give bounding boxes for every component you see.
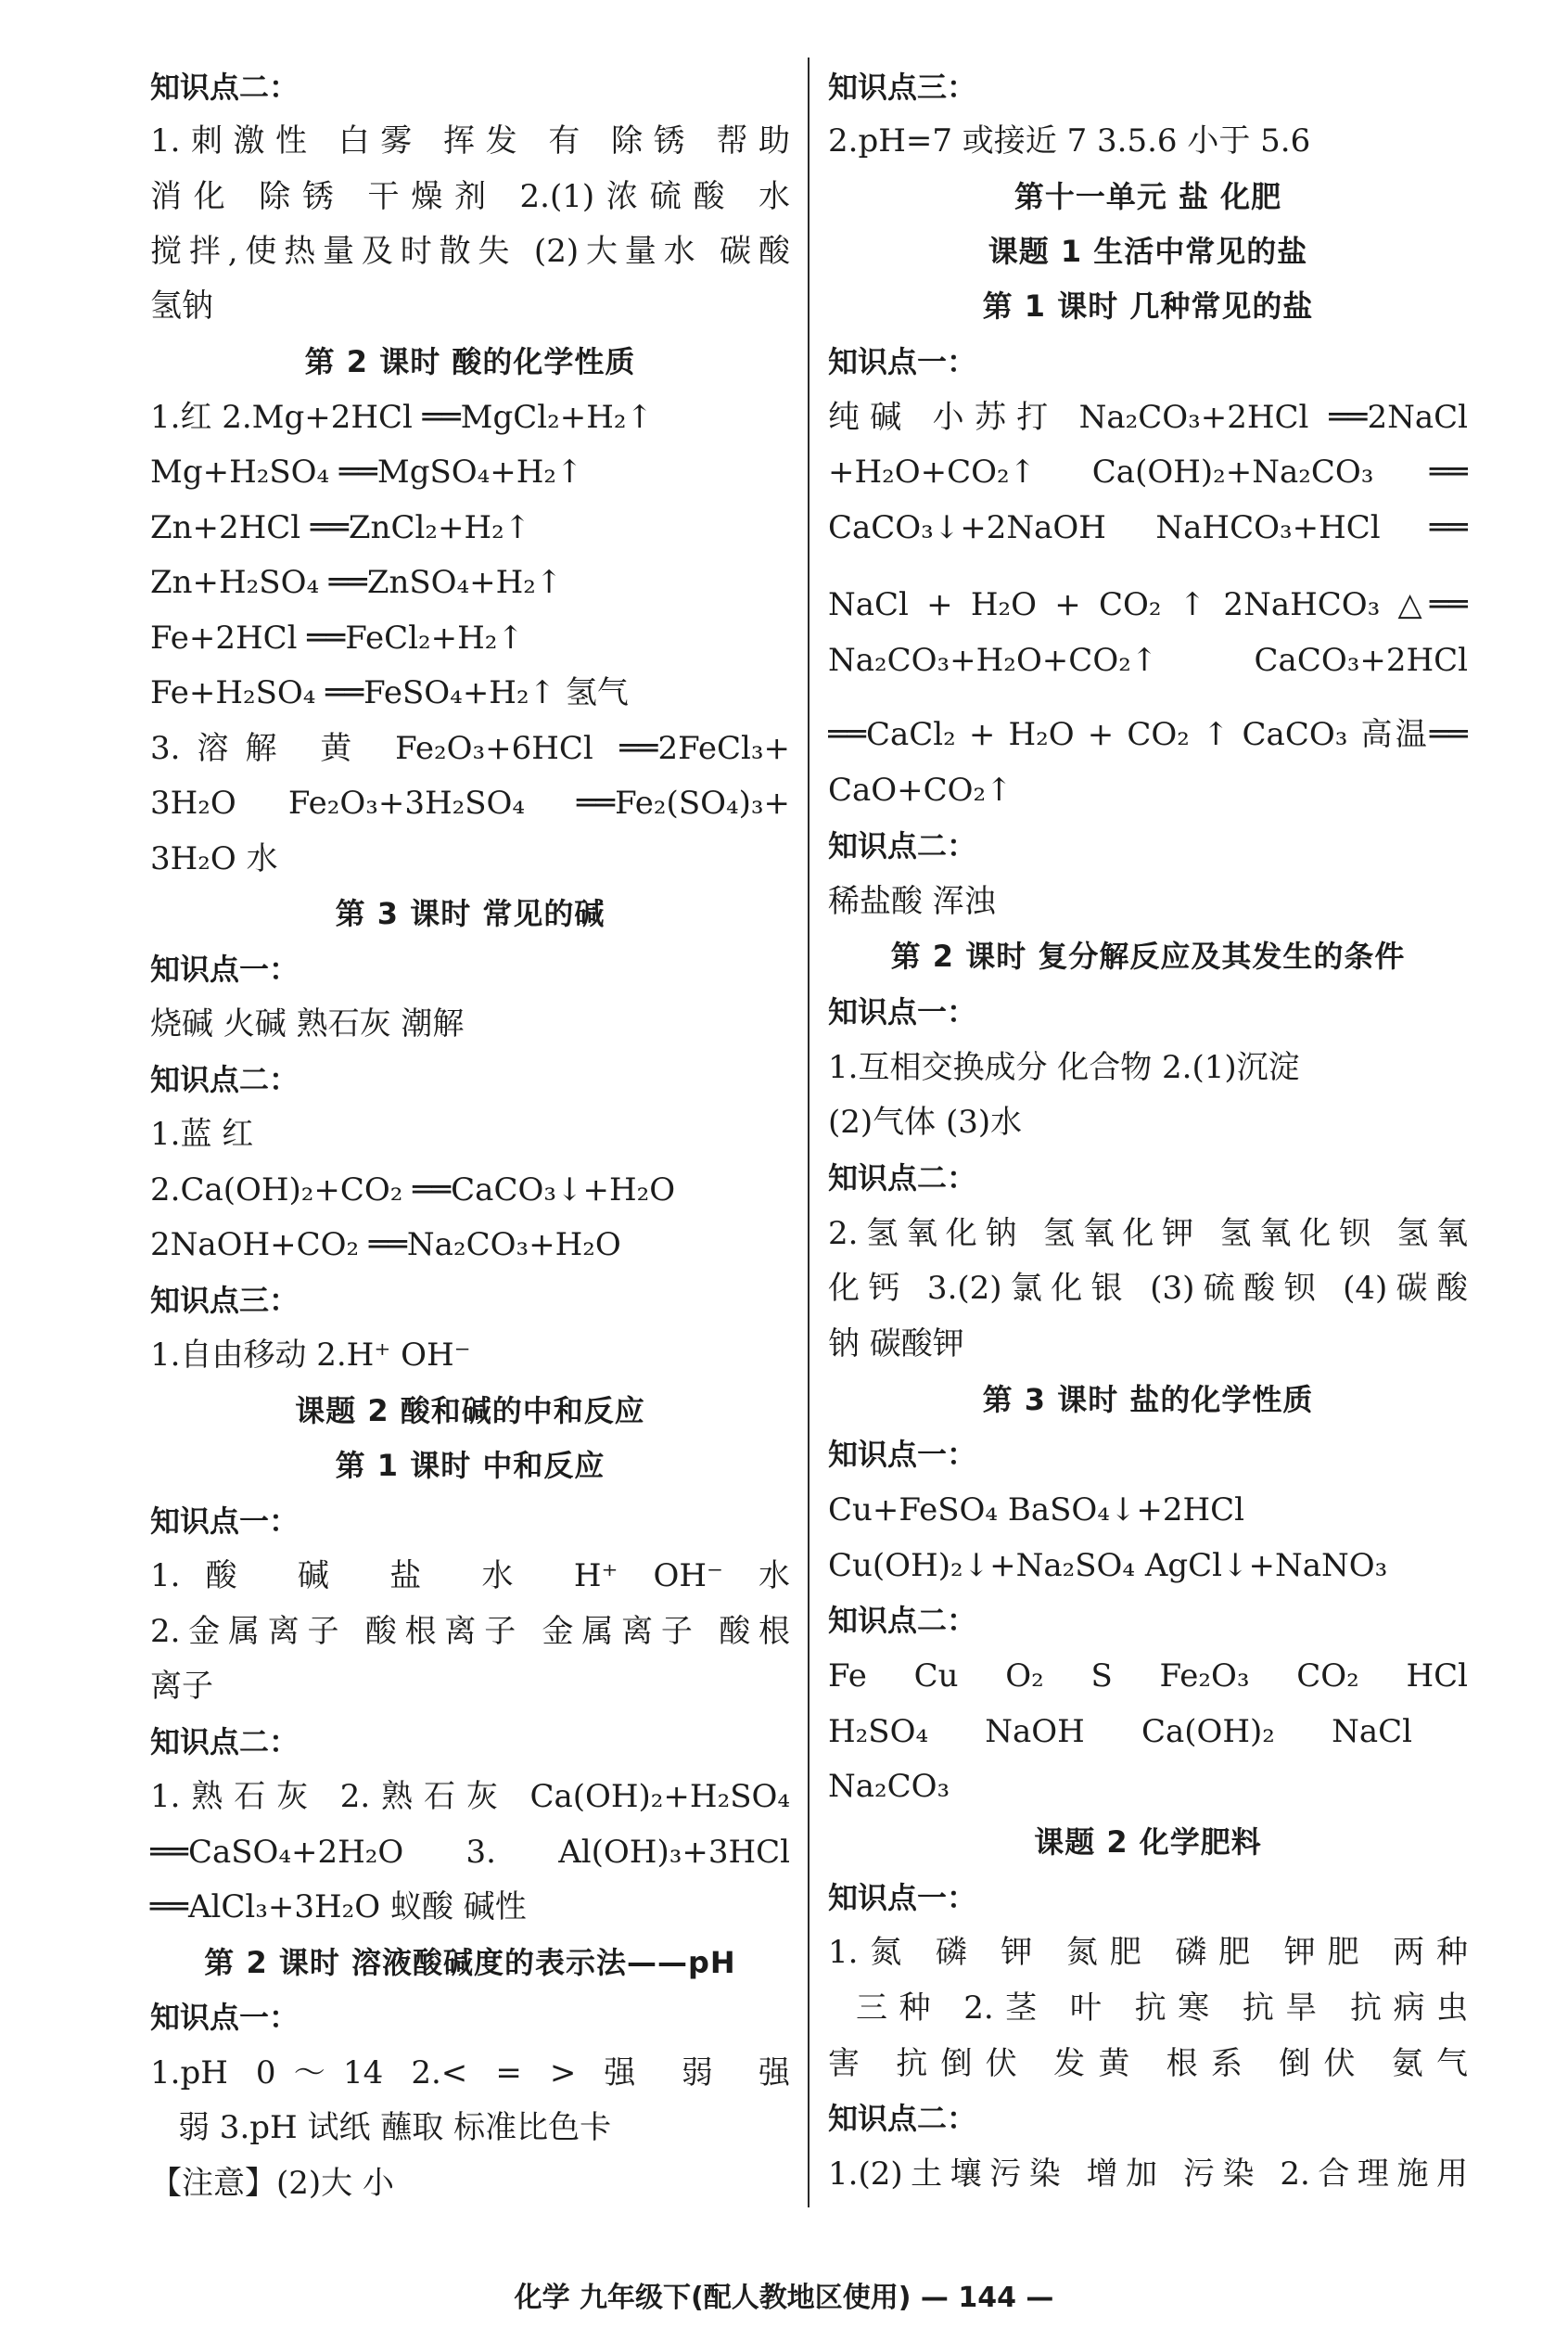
equation-line: Fe+2HCl ══FeCl₂+H₂↑ [150,620,524,657]
text-line: 稀盐酸 浑浊 [828,883,996,920]
text-line: 1.(2)土壤污染 增加 污染 2.合理施用 [828,2155,1468,2193]
lesson-title: 第 2 课时 溶液酸碱度的表示法——pH [204,1945,736,1980]
text-line: 三种 2.茎 叶 抗寒 抗旱 抗病虫 [856,1989,1468,2027]
section-heading: 知识点一： [150,952,300,987]
section-heading: 知识点三： [150,1283,300,1318]
text-line: H₂SO₄ NaOH Ca(OH)₂ NaCl [828,1713,1412,1750]
text-line: 化钙 3.(2)氯化银 (3)硫酸钡 (4)碳酸 [828,1270,1468,1307]
text-line: Na₂CO₃ [828,1768,950,1805]
equation-line: 1.熟石灰 2.熟石灰 Ca(OH)₂+H₂SO₄ [150,1778,790,1815]
section-heading: 知识点二： [828,1603,977,1638]
equation-line: ══CaSO₄+2H₂O 3. Al(OH)₃+3HCl [150,1834,790,1871]
topic-title: 课题 1 生活中常见的盐 [988,234,1308,269]
text-line: 1.氮 磷 钾 氮肥 磷肥 钾肥 两种 [828,1934,1468,1971]
equation-line: NaCl + H₂O + CO₂ ↑ 2NaHCO₃ △══ [828,586,1468,623]
section-heading: 知识点二： [828,828,977,863]
text-line: 2.pH=7 或接近 7 3.5.6 小于 5.6 [828,122,1311,160]
equation-line: 3.溶解 黄 Fe₂O₃+6HCl ══2FeCl₃+ [150,730,790,767]
topic-title: 课题 2 化学肥料 [1034,1824,1262,1860]
equation-line: 3H₂O Fe₂O₃+3H₂SO₄ ══Fe₂(SO₄)₃+ [150,785,790,822]
section-heading: 知识点二： [150,1062,300,1097]
section-heading: 知识点一： [828,344,977,379]
equation-line: 2.Ca(OH)₂+CO₂ ══CaCO₃↓+H₂O [150,1171,676,1209]
text-line: 1.自由移动 2.H⁺ OH⁻ [150,1337,471,1374]
text-line: 1.互相交换成分 化合物 2.(1)沉淀 [828,1049,1300,1086]
text-line: 1.刺激性 白雾 挥发 有 除锈 帮助 [150,122,790,160]
equation-line: CaO+CO₂↑ [828,772,1013,809]
equation-line: 1.红 2.Mg+2HCl ══MgCl₂+H₂↑ [150,399,654,436]
text-line: 害 抗倒伏 发黄 根系 倒伏 氨气 [828,2045,1468,2082]
note-line: 【注意】(2)大 小 [150,2165,394,2202]
section-heading: 知识点二： [150,70,300,105]
text-line: (2)气体 (3)水 [828,1104,1023,1141]
text-line: 3H₂O 水 [150,840,278,877]
text-line: 钠 碳酸钾 [828,1325,964,1362]
lesson-title: 第 1 课时 中和反应 [335,1448,606,1483]
lesson-title: 第 3 课时 盐的化学性质 [982,1382,1314,1417]
unit-title: 第十一单元 盐 化肥 [1013,179,1282,214]
equation-line: 纯碱 小苏打 Na₂CO₃+2HCl ══2NaCl [828,399,1468,436]
column-divider [808,58,809,2207]
text-line: 离子 [150,1668,213,1705]
section-heading: 知识点二： [150,1724,300,1759]
equation-line: Na₂CO₃+H₂O+CO₂↑ CaCO₃+2HCl [828,642,1468,679]
topic-title: 课题 2 酸和碱的中和反应 [295,1393,645,1428]
equation-line: Zn+H₂SO₄ ══ZnSO₄+H₂↑ [150,564,563,601]
equation-line: Zn+2HCl ══ZnCl₂+H₂↑ [150,509,531,546]
equation-line: ══CaCl₂ + H₂O + CO₂ ↑ CaCO₃ 高温══ [828,716,1468,753]
text-line: 1.酸 碱 盐 水 H⁺ OH⁻ 水 [150,1557,790,1594]
text-line: 2.金属离子 酸根离子 金属离子 酸根 [150,1613,790,1650]
equation-line: 2NaOH+CO₂ ══Na₂CO₃+H₂O [150,1226,621,1263]
section-heading: 知识点一： [828,1437,977,1472]
equation-line: Cu+FeSO₄ BaSO₄↓+2HCl [828,1491,1245,1529]
text-line: 1.pH 0～14 2.< = > 强 弱 强 [150,2054,790,2091]
section-heading: 知识点二： [828,2101,977,2136]
equation-line: Fe+H₂SO₄ ══FeSO₄+H₂↑ 氢气 [150,674,629,711]
equation-line: Mg+H₂SO₄ ══MgSO₄+H₂↑ [150,454,583,491]
lesson-title: 第 2 课时 复分解反应及其发生的条件 [890,939,1406,974]
text-line: 弱 3.pH 试纸 蘸取 标准比色卡 [178,2109,612,2146]
section-heading: 知识点三： [828,70,977,105]
section-heading: 知识点二： [828,1160,977,1196]
section-heading: 知识点一： [150,2000,300,2035]
equation-line: Cu(OH)₂↓+Na₂SO₄ AgCl↓+NaNO₃ [828,1547,1388,1584]
section-heading: 知识点一： [828,1880,977,1915]
text-line: 氢钠 [150,288,213,325]
lesson-title: 第 1 课时 几种常见的盐 [982,288,1314,324]
text-line: Fe Cu O₂ S Fe₂O₃ CO₂ HCl [828,1657,1468,1695]
section-heading: 知识点一： [150,1503,300,1539]
text-line: 烧碱 火碱 熟石灰 潮解 [150,1005,465,1042]
equation-line: CaCO₃↓+2NaOH NaHCO₃+HCl ══ [828,509,1468,546]
text-line: 消化 除锈 干燥剂 2.(1)浓硫酸 水 [150,178,790,215]
page-footer: 化学 九年级下(配人教地区使用) — 144 — [514,2282,1054,2314]
text-line: 1.蓝 红 [150,1116,254,1153]
equation-line: +H₂O+CO₂↑ Ca(OH)₂+Na₂CO₃ ══ [828,454,1468,491]
text-line: 2.氢氧化钠 氢氧化钾 氢氧化钡 氢氧 [828,1215,1468,1252]
equation-line: ══AlCl₃+3H₂O 蚁酸 碱性 [150,1888,527,1925]
lesson-title: 第 2 课时 酸的化学性质 [304,344,636,379]
lesson-title: 第 3 课时 常见的碱 [335,896,606,931]
section-heading: 知识点一： [828,994,977,1030]
text-line: 搅拌,使热量及时散失 (2)大量水 碳酸 [150,233,790,270]
